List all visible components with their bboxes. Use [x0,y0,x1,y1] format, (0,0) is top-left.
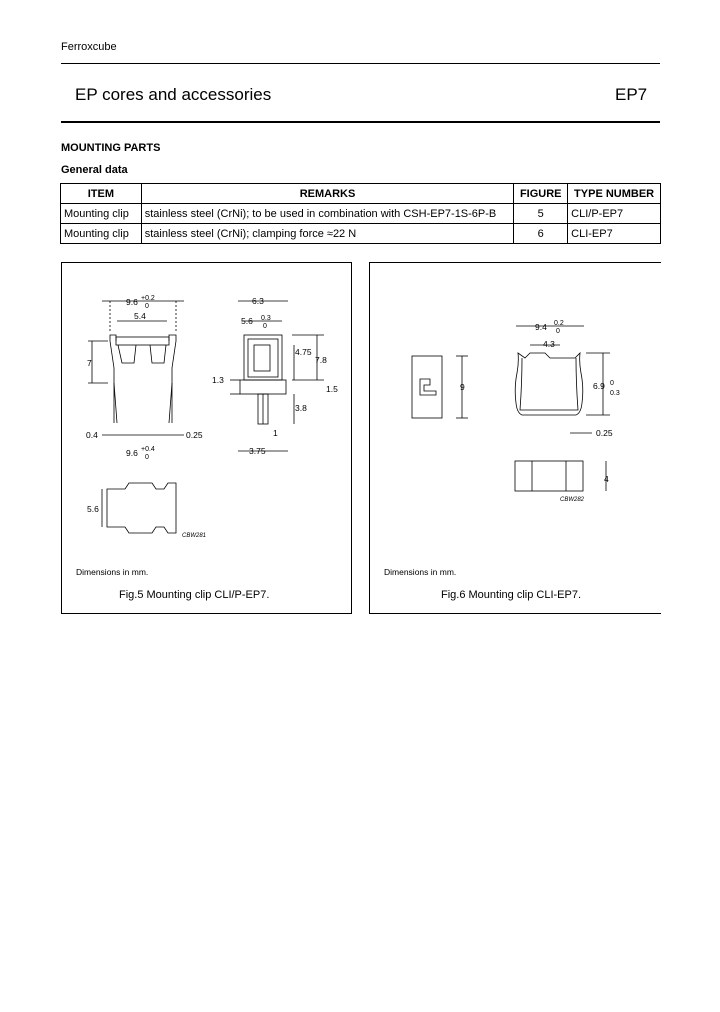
cell-remarks: stainless steel (CrNi); clamping force ≈22 N [141,224,514,244]
dim-w-bot-tol-lo: 0 [145,454,149,461]
figure-caption: Fig.5 Mounting clip CLI/P-EP7. [119,589,270,601]
drawing-code: CBW281 [182,533,207,539]
cell-figure: 5 [514,204,568,224]
dim-h-15: 1.5 [326,384,338,394]
dimensions-note: Dimensions in mm. [76,567,149,577]
dim-side-tol-up: 0.3 [261,315,271,322]
table-header-row [61,184,661,204]
drawing-code: CBW282 [560,497,585,503]
dim-w-bot: 9.6 [126,448,138,458]
cell-figure: 6 [514,224,568,244]
product-code: EP7 [615,85,648,104]
col-header-figure: FIGURE [514,184,568,204]
figure-5-drawing [62,263,351,613]
title-rule [61,121,660,123]
col-header-item: ITEM [61,184,142,204]
dim-w-top: 9.4 [535,322,547,332]
dim-t-right: 0.25 [186,430,203,440]
cell-remarks: stainless steel (CrNi); to be used in combination with CSH-EP7-1S-6P-B [141,204,514,224]
dim-w-inner: 4.3 [543,339,555,349]
dim-w-inner: 5.4 [134,311,146,321]
figure-6-panel [369,262,661,614]
dim-bottom-h: 5.6 [87,504,99,514]
table-row [61,204,661,224]
dim-w-top-tol-up: +0.2 [141,295,155,302]
company-name: Ferroxcube [61,41,117,53]
header-rule [61,63,660,64]
cell-item: Mounting clip [61,204,142,224]
col-header-type-number: TYPE NUMBER [568,184,661,204]
dim-t: 0.25 [596,428,613,438]
dim-h-bot: 4 [604,474,609,484]
dim-h-left: 9 [460,382,465,392]
page-title: EP cores and accessories [75,85,272,104]
dim-w-top: 9.6 [126,297,138,307]
dim-pin-w: 1 [273,428,278,438]
general-data-table [60,183,661,244]
figure-caption: Fig.6 Mounting clip CLI-EP7. [441,589,582,601]
section-title: MOUNTING PARTS [61,142,161,154]
dim-w-bot-tol-up: +0.4 [141,446,155,453]
dim-h-38: 3.8 [295,403,307,413]
dim-h-right-tol-lo: 0.3 [610,390,620,397]
dim-h-475: 4.75 [295,347,312,357]
figure-6-drawing [370,263,661,613]
dim-h-13: 1.3 [212,375,224,385]
dim-h-right: 6.9 [593,381,605,391]
dimensions-note: Dimensions in mm. [384,567,457,577]
dim-h-left: 7 [87,358,92,368]
cell-item: Mounting clip [61,224,142,244]
cell-type-number: CLI/P-EP7 [568,204,661,224]
dim-w-top-tol-up: 0.2 [554,320,564,327]
dim-t-left: 0.4 [86,430,98,440]
cell-type-number: CLI-EP7 [568,224,661,244]
section-subtitle: General data [61,164,128,176]
dim-side-inner: 5.6 [241,316,253,326]
dim-pin-pitch: 3.75 [249,446,266,456]
table-row [61,224,661,244]
figure-5-panel [61,262,352,614]
dim-w-top-tol-lo: 0 [556,328,560,335]
dim-side-w: 6.3 [252,296,264,306]
dim-w-top-tol-lo: 0 [145,303,149,310]
dim-h-right-tol-up: 0 [610,380,614,387]
dim-side-tol-lo: 0 [263,323,267,330]
col-header-remarks: REMARKS [141,184,514,204]
dim-h-78: 7.8 [315,355,327,365]
